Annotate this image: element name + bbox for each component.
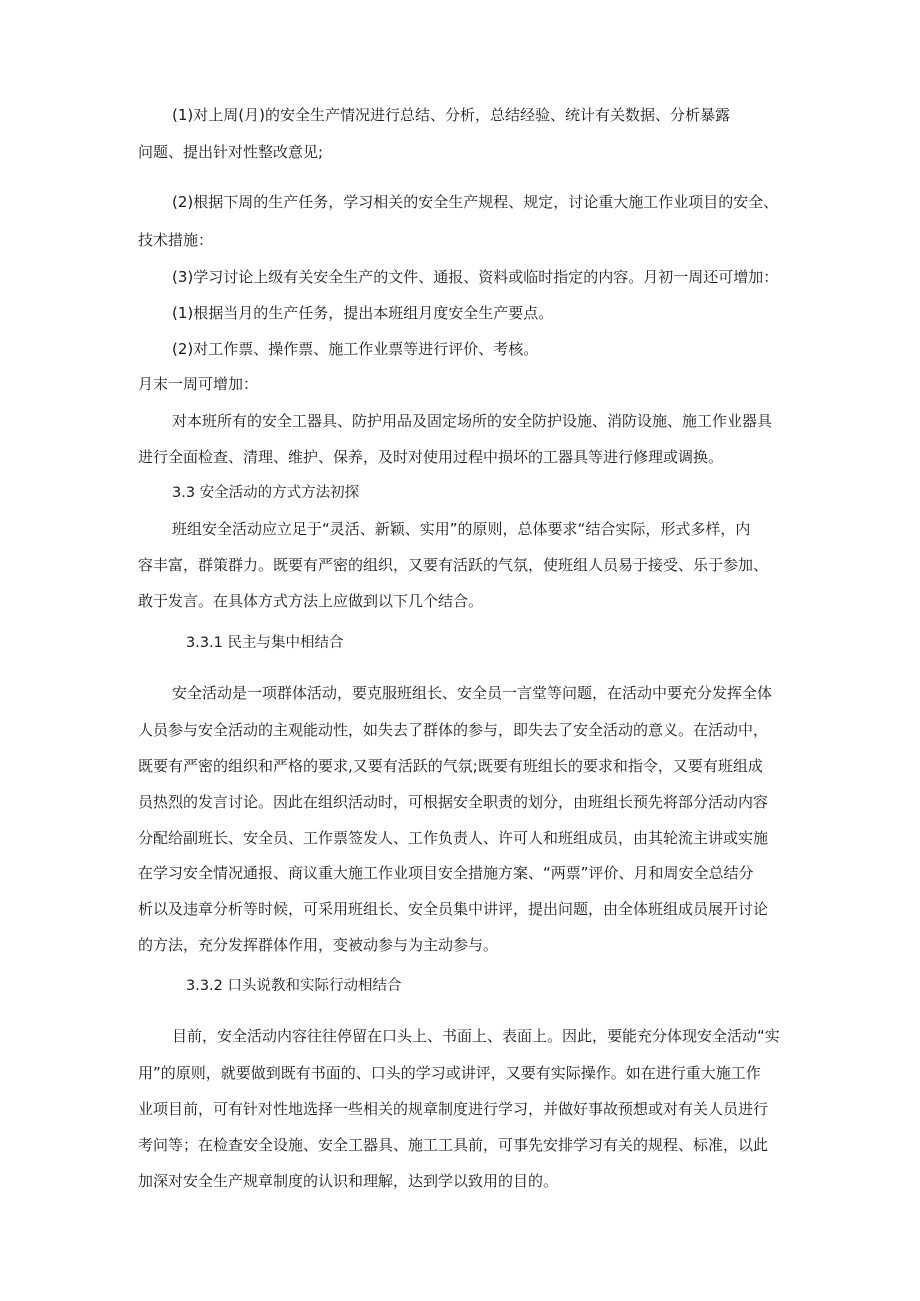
text-line: 在学习安全情况通报、商议重大施工作业项目安全措施方案、“两票”评价、月和周安全总结分 bbox=[138, 864, 754, 882]
section-heading: 3.3 安全活动的方式方法初探 bbox=[172, 485, 360, 501]
text-line: 问题、提出针对性整改意见; bbox=[138, 143, 324, 161]
text-line: 人员参与安全活动的主观能动性，如失去了群体的参与，即失去了安全活动的意义。在活动中， bbox=[138, 721, 769, 739]
text-line: 用”的原则，就要做到既有书面的、口头的学习或讲评，又要有实际操作。如在进行重大施工作 bbox=[138, 1064, 761, 1082]
text-line: 对本班所有的安全工器具、防护用品及固定场所的安全防护设施、消防设施、施工作业器具 bbox=[172, 412, 773, 430]
text-line: 进行全面检查、清理、维护、保养，及时对使用过程中损坏的工器具等进行修理或调换。 bbox=[138, 448, 724, 466]
text-line: (1)对上周(月)的安全生产情况进行总结、分析，总结经验、统计有关数据、分析暴露 bbox=[172, 106, 730, 124]
text-line: 业项目前，可有针对性地选择一些相关的规章制度进行学习，并做好事故预想或对有关人员进行 bbox=[138, 1100, 769, 1118]
text-line: (2)根据下周的生产任务，学习相关的安全生产规程、规定，讨论重大施工作业项目的安全、 bbox=[172, 193, 779, 211]
text-line: (2)对工作票、操作票、施工作业票等进行评价、考核。 bbox=[172, 340, 539, 358]
text-line: 既要有严密的组织和严格的要求,又要有活跃的气氛;既要有班组长的要求和指令，又要有班组成 bbox=[138, 757, 763, 775]
text-line: 析以及违章分析等时候，可采用班组长、安全员集中讲评，提出问题，由全体班组成员展开讨论 bbox=[138, 900, 769, 918]
text-line: (1)根据当月的生产任务，提出本班组月度安全生产要点。 bbox=[172, 304, 554, 322]
text-line: 敢于发言。在具体方式方法上应做到以下几个结合。 bbox=[138, 592, 484, 610]
text-line: 容丰富，群策群力。既要有严密的组织，又要有活跃的气氛，使班组人员易于接受、乐于参加、 bbox=[138, 556, 769, 574]
text-line: 月末一周可增加： bbox=[138, 375, 259, 393]
text-line: 员热烈的发言讨论。因此在组织活动时，可根据安全职责的划分，由班组长预先将部分活动内容 bbox=[138, 793, 769, 811]
text-line: 安全活动是一项群体活动，要克服班组长、安全员一言堂等问题，在活动中要充分发挥全体 bbox=[172, 684, 773, 702]
text-line: 的方法，充分发挥群体作用，变被动参与为主动参与。 bbox=[138, 936, 499, 954]
text-line: 班组安全活动应立足于“灵活、新颖、实用”的原则，总体要求“结合实际，形式多样，内 bbox=[172, 520, 751, 538]
text-line: 考问等；在检查安全设施、安全工器具、施工工具前，可事先安排学习有关的规程、标准，以此 bbox=[138, 1136, 769, 1154]
text-line: 加深对安全生产规章制度的认识和理解，达到学以致用的目的。 bbox=[138, 1172, 559, 1190]
text-line: (3)学习讨论上级有关安全生产的文件、通报、资料或临时指定的内容。月初一周还可增加： bbox=[172, 268, 779, 286]
text-line: 目前，安全活动内容往往停留在口头上、书面上、表面上。因此，要能充分体现安全活动“实 bbox=[172, 1027, 780, 1045]
text-line: 技术措施： bbox=[138, 231, 214, 249]
section-heading: 3.3.1 民主与集中相结合 bbox=[186, 635, 344, 651]
section-heading: 3.3.2 口头说教和实际行动相结合 bbox=[186, 978, 402, 994]
text-line: 分配给副班长、安全员、工作票签发人、工作负责人、许可人和班组成员，由其轮流主讲或实施 bbox=[138, 829, 769, 847]
